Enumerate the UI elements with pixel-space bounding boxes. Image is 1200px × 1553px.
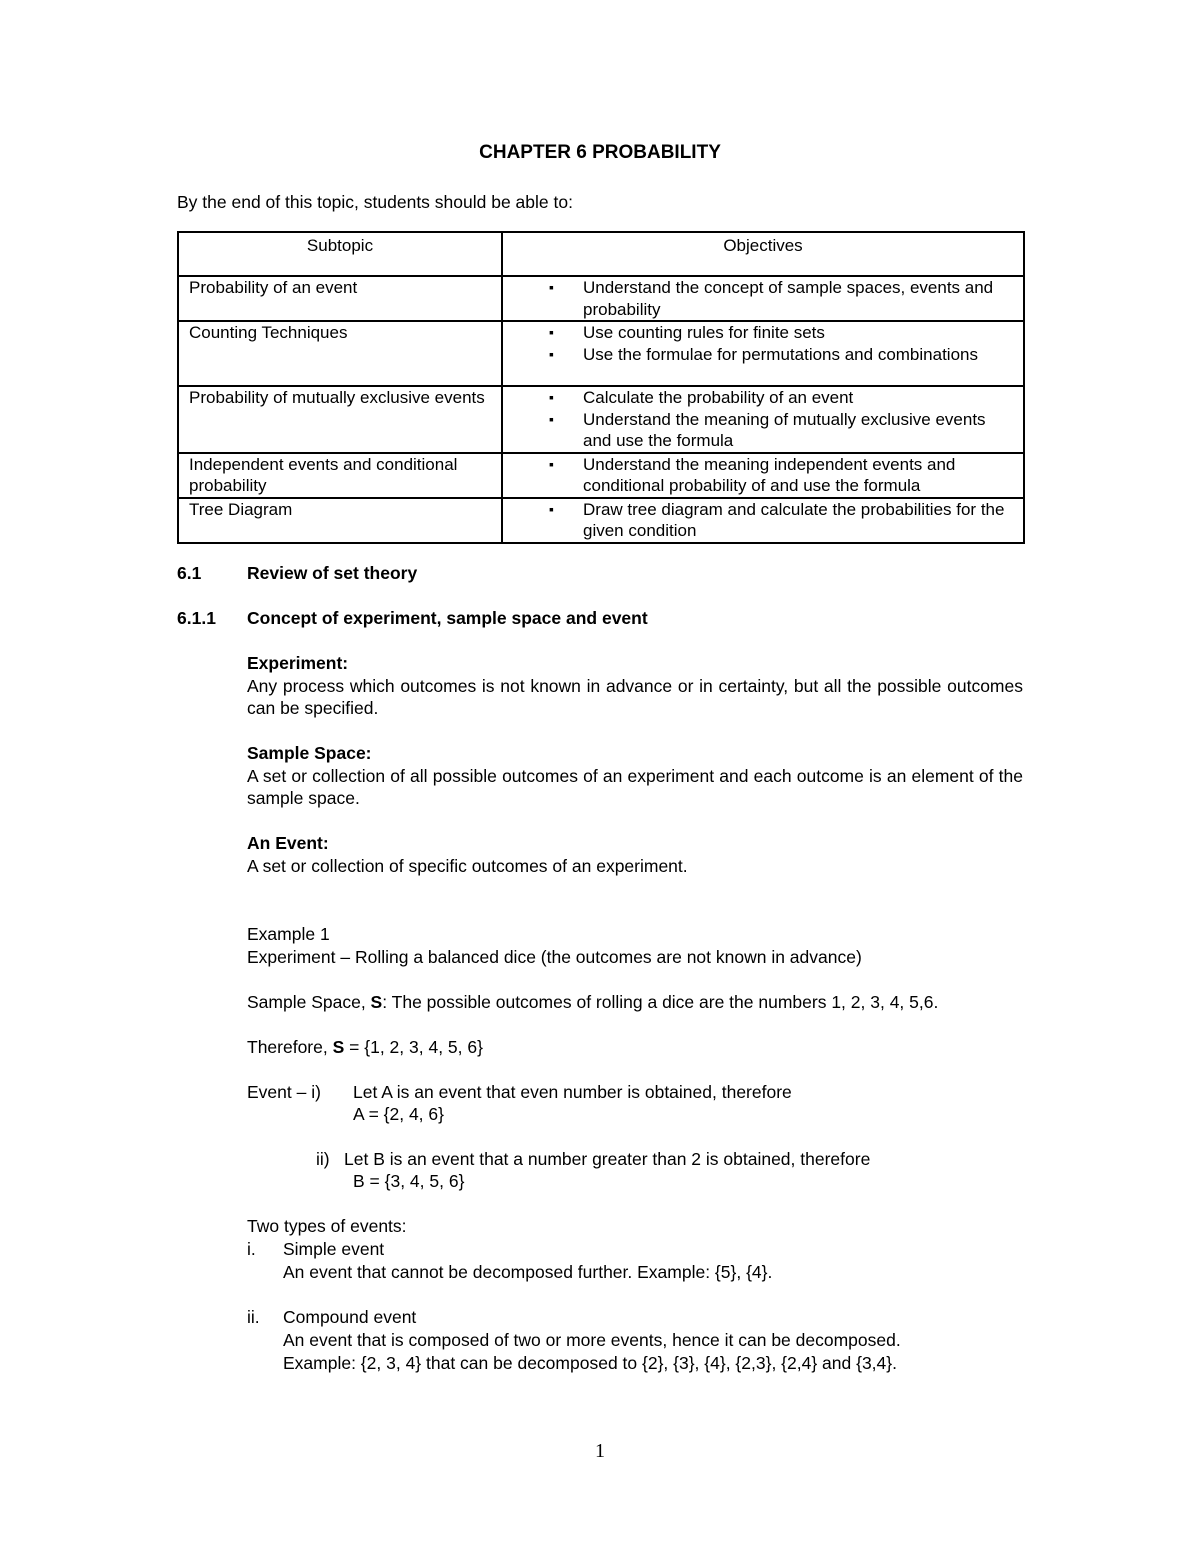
- bullet-icon: ▪: [549, 410, 554, 427]
- type-description: An event that is composed of two or more events, hence it can be decomposed.: [283, 1330, 901, 1350]
- type-number: i.: [247, 1239, 256, 1259]
- objective-item: ▪ Use counting rules for finite sets: [549, 323, 825, 342]
- subsection-number: 6.1.1: [177, 608, 216, 628]
- objectives-cell: [502, 498, 1024, 543]
- objectives-cell: [502, 386, 1024, 453]
- event-i-set: A = {2, 4, 6}: [353, 1104, 444, 1124]
- bullet-icon: ▪: [549, 389, 554, 405]
- objective-item: ▪ Understand the meaning of mutually exclusive events and use the formula: [549, 409, 986, 450]
- example-experiment: Experiment – Rolling a balanced dice (the outcomes are not known in advance): [247, 947, 862, 967]
- table-row: [178, 276, 1024, 321]
- bullet-icon: ▪: [549, 455, 554, 472]
- experiment-definition: Any process which outcomes is not known in advance or in certainty, but all the possible outcomes can be specified.: [247, 676, 1023, 718]
- table-row: [178, 453, 1024, 498]
- section-title: Review of set theory: [247, 563, 418, 583]
- type-name: Simple event: [283, 1239, 385, 1259]
- objective-item: ▪ Understand the concept of sample spaces, events and probability: [549, 278, 994, 319]
- event-ii-set: B = {3, 4, 5, 6}: [353, 1171, 465, 1191]
- header-subtopic: Subtopic: [178, 232, 502, 276]
- type-name: Compound event: [283, 1307, 417, 1327]
- subtopic-cell: Tree Diagram: [178, 498, 502, 543]
- page-number: 1: [595, 1440, 605, 1462]
- example-heading: Example 1: [247, 924, 330, 944]
- event-definition: A set or collection of specific outcomes of an experiment.: [247, 856, 688, 876]
- event-ii-text: Let B is an event that a number greater than 2 is obtained, therefore: [344, 1149, 871, 1169]
- objectives-cell: [502, 276, 1024, 321]
- event-i-label: Event – i): [247, 1082, 321, 1102]
- experiment-label: Experiment:: [247, 653, 349, 673]
- sample-space-definition: A set or collection of all possible outcomes of an experiment and each outcome is an element of the sample space.: [247, 766, 1023, 808]
- objectives-cell: [502, 321, 1024, 386]
- bullet-icon: ▪: [549, 500, 554, 517]
- objective-item: ▪ Calculate the probability of an event: [549, 388, 854, 407]
- subtopic-cell: Independent events and conditional probability: [178, 453, 502, 498]
- section-number: 6.1: [177, 563, 202, 583]
- table-row: [178, 498, 1024, 543]
- bullet-icon: ▪: [549, 345, 554, 362]
- subtopic-cell: Counting Techniques: [178, 321, 502, 386]
- intro-text: By the end of this topic, students should be able to:: [177, 192, 573, 212]
- type-description: An event that cannot be decomposed further. Example: {5}, {4}.: [283, 1262, 773, 1282]
- table-row: [178, 386, 1024, 453]
- page-title: CHAPTER 6 PROBABILITY: [479, 142, 721, 163]
- objective-item: ▪ Use the formulae for permutations and combinations: [549, 344, 978, 364]
- table-header-row: [178, 232, 1024, 276]
- example-therefore: Therefore, S = {1, 2, 3, 4, 5, 6}: [247, 1037, 483, 1057]
- subsection-title: Concept of experiment, sample space and event: [247, 608, 648, 628]
- header-objectives: Objectives: [502, 232, 1024, 276]
- bullet-icon: ▪: [549, 279, 554, 295]
- type-example: Example: {2, 3, 4} that can be decomposed to {2}, {3}, {4}, {2,3}, {2,4} and {3,4}.: [283, 1353, 897, 1373]
- subtopic-cell: Probability of mutually exclusive events: [178, 386, 502, 453]
- types-heading: Two types of events:: [247, 1216, 407, 1236]
- subtopic-cell: Probability of an event: [178, 276, 502, 321]
- objectives-table: [177, 231, 1025, 544]
- sample-space-label: Sample Space:: [247, 743, 372, 763]
- objectives-cell: [502, 453, 1024, 498]
- event-i-text: Let A is an event that even number is obtained, therefore: [353, 1082, 792, 1102]
- table-row: [178, 321, 1024, 386]
- event-label: An Event:: [247, 833, 329, 853]
- type-number: ii.: [247, 1307, 260, 1327]
- objective-item: ▪ Understand the meaning independent events and conditional probability of and use the formula: [549, 454, 956, 495]
- objective-item: ▪ Draw tree diagram and calculate the probabilities for the given condition: [549, 499, 1005, 540]
- event-ii-label: ii): [316, 1149, 330, 1169]
- example-sample-space: Sample Space, S: The possible outcomes of rolling a dice are the numbers 1, 2, 3, 4, 5,6.: [247, 992, 939, 1012]
- bullet-icon: ▪: [549, 324, 554, 340]
